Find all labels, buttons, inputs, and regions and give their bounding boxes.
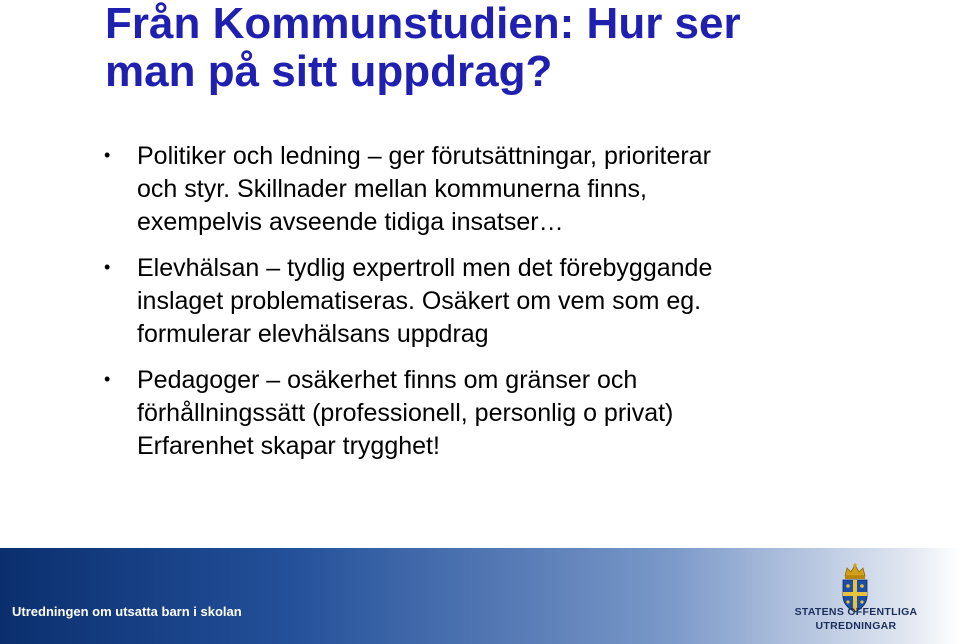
bullet-line: förhållningssätt (professionell, personlig o privat) [137, 399, 674, 427]
bullet-text [137, 364, 930, 463]
bullet-line: exempelvis avseende tidiga insatser… [137, 208, 564, 236]
bullet-line: formulerar elevhälsans uppdrag [137, 320, 489, 348]
bullet-dot-icon: • [104, 145, 111, 165]
bullet-dot-icon: • [104, 257, 111, 277]
bullet-line: inslaget problematiseras. Osäkert om vem som eg. [137, 287, 702, 315]
bullet-line: Elevhälsan – tydlig expertroll men det förebyggande [137, 254, 713, 282]
slide-title-line: Från Kommunstudien: Hur ser [105, 0, 741, 48]
bullet-dot-icon: • [104, 369, 111, 389]
sou-logo [791, 562, 921, 636]
bullet-item [100, 252, 930, 351]
slide-title-line: man på sitt uppdrag? [105, 47, 553, 96]
bullet-item [100, 140, 930, 239]
slide-title [105, 0, 925, 96]
bullet-text [137, 252, 930, 351]
bullet-text [137, 140, 930, 239]
footer-text: Utredningen om utsatta barn i skolan [12, 604, 242, 619]
bullet-item [100, 364, 930, 463]
bullet-list [100, 140, 930, 476]
bullet-line: Erfarenhet skapar trygghet! [137, 432, 440, 460]
logo-text-line2: UTREDNINGAR [815, 620, 897, 632]
logo-text-line1: STATENS OFFENTLIGA [794, 606, 918, 618]
bullet-line: Politiker och ledning – ger förutsättningar, prioriterar [137, 142, 711, 170]
bullet-line: och styr. Skillnader mellan kommunerna finns, [137, 175, 647, 203]
bullet-line: Pedagoger – osäkerhet finns om gränser och [137, 366, 638, 394]
